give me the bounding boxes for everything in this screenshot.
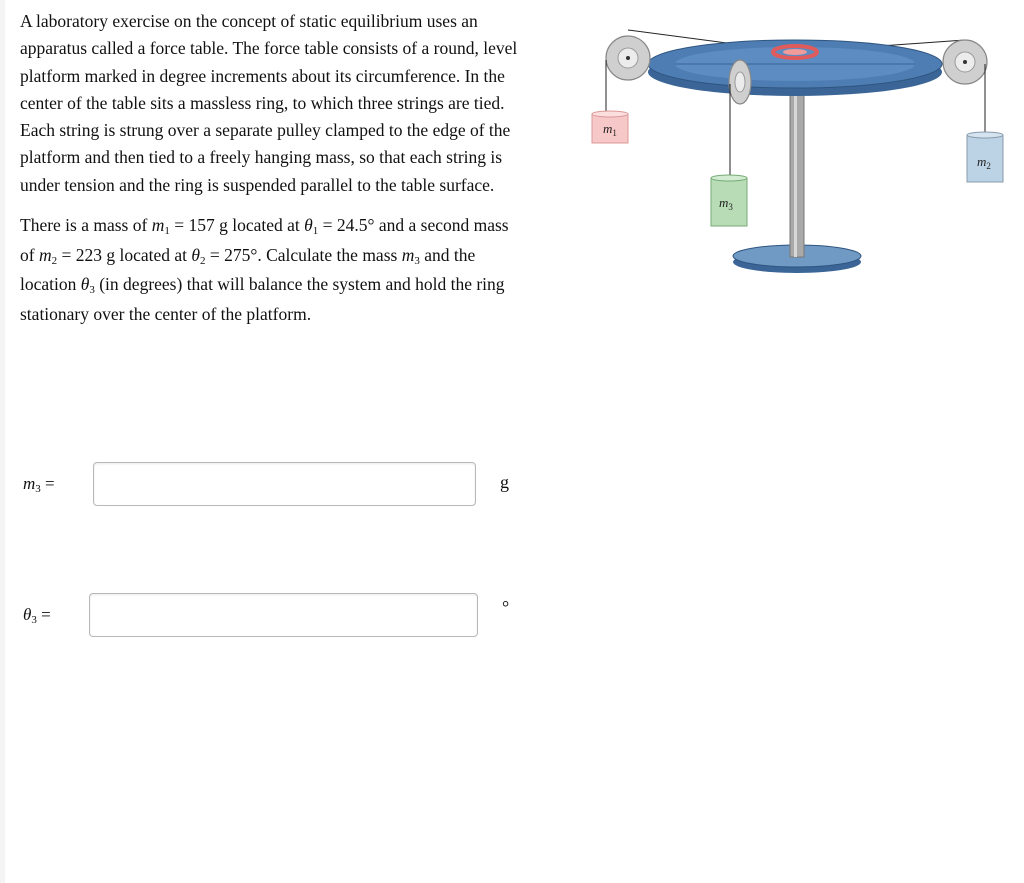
problem-paragraph-2 <box>20 211 520 329</box>
mass-3 <box>711 175 747 226</box>
theta1-value: 24.5° <box>336 215 375 236</box>
second-mass-text: and a second mass of <box>20 215 509 265</box>
mass-2 <box>967 132 1003 182</box>
mass-2-label: $m_2$ <box>977 154 991 171</box>
equals-sign: = <box>61 244 72 265</box>
problem-statement <box>20 8 520 329</box>
mass-1-label: $m_1$ <box>603 121 617 138</box>
m2-symbol: m <box>38 244 52 265</box>
center-ring-inner <box>783 49 807 55</box>
m2-value: 223 g <box>75 244 116 265</box>
theta3-answer-row <box>0 593 560 641</box>
m1-value: 157 g <box>188 215 228 236</box>
p2-intro: There is a mass of <box>20 215 148 236</box>
pulley-1-axle <box>626 56 630 60</box>
equals-sign: = <box>209 244 220 265</box>
force-table-diagram <box>580 22 1010 282</box>
m3-unit: g <box>500 472 509 492</box>
calc-text-2: and the location <box>20 244 476 295</box>
pulley-2-axle <box>963 60 967 64</box>
theta2-value: 275° <box>224 244 258 265</box>
theta3-answer-symbol: θ <box>23 605 32 624</box>
m1-subscript: 1 <box>164 225 170 238</box>
m3-answer-row <box>0 462 560 510</box>
m3-answer-equals: = <box>45 474 55 493</box>
left-rail <box>0 0 5 883</box>
theta3-subscript: 3 <box>89 284 95 297</box>
mass-2-top <box>967 132 1003 138</box>
stand-highlight <box>794 92 797 257</box>
located-at-text: located at <box>119 244 187 265</box>
mass-3-label: $m_3$ <box>719 195 733 212</box>
pulley-3-hub <box>735 72 745 92</box>
calc-text-1: . Calculate the mass <box>257 244 398 265</box>
theta3-answer-label <box>23 605 51 625</box>
m3-symbol: m <box>401 244 415 265</box>
m3-answer-symbol: m <box>23 474 36 493</box>
theta3-symbol: θ <box>80 274 90 295</box>
mass-3-top <box>711 175 747 181</box>
theta1-symbol: θ <box>304 215 313 236</box>
theta1-subscript: 1 <box>312 225 319 238</box>
m1-symbol: m <box>151 215 165 236</box>
m3-subscript: 3 <box>414 254 420 267</box>
theta2-subscript: 2 <box>199 254 206 267</box>
equals-sign: = <box>174 215 185 236</box>
problem-paragraph-1: A laboratory exercise on the concept of static equilibrium uses an apparatus called a force table. The force table consists of a round, level platform marked in degree increments about its circumference. In the center of the table sits a massless ring, to which three strings are tied. Each string is strung over a separate pulley clamped to the edge of the platform and then tied to a freely hanging mass, so that each string is under tension and the ring is suspended parallel to the table surface. <box>20 11 518 195</box>
located-at-text: located at <box>232 215 300 236</box>
theta3-answer-subscript: 3 <box>31 614 37 626</box>
theta3-input[interactable] <box>89 593 478 637</box>
theta3-answer-equals: = <box>41 605 51 624</box>
theta2-symbol: θ <box>191 244 200 265</box>
calc-text-3: (in degrees) that will balance the system and hold the ring stationary over the center of the platform. <box>20 274 505 324</box>
m3-input[interactable] <box>93 462 476 506</box>
m3-answer-label <box>23 474 55 494</box>
m2-subscript: 2 <box>51 254 58 267</box>
theta3-unit: ° <box>502 597 510 617</box>
equals-sign: = <box>322 215 333 236</box>
mass-1-top <box>592 111 628 117</box>
m3-answer-subscript: 3 <box>35 483 41 495</box>
mass-1 <box>592 111 628 143</box>
